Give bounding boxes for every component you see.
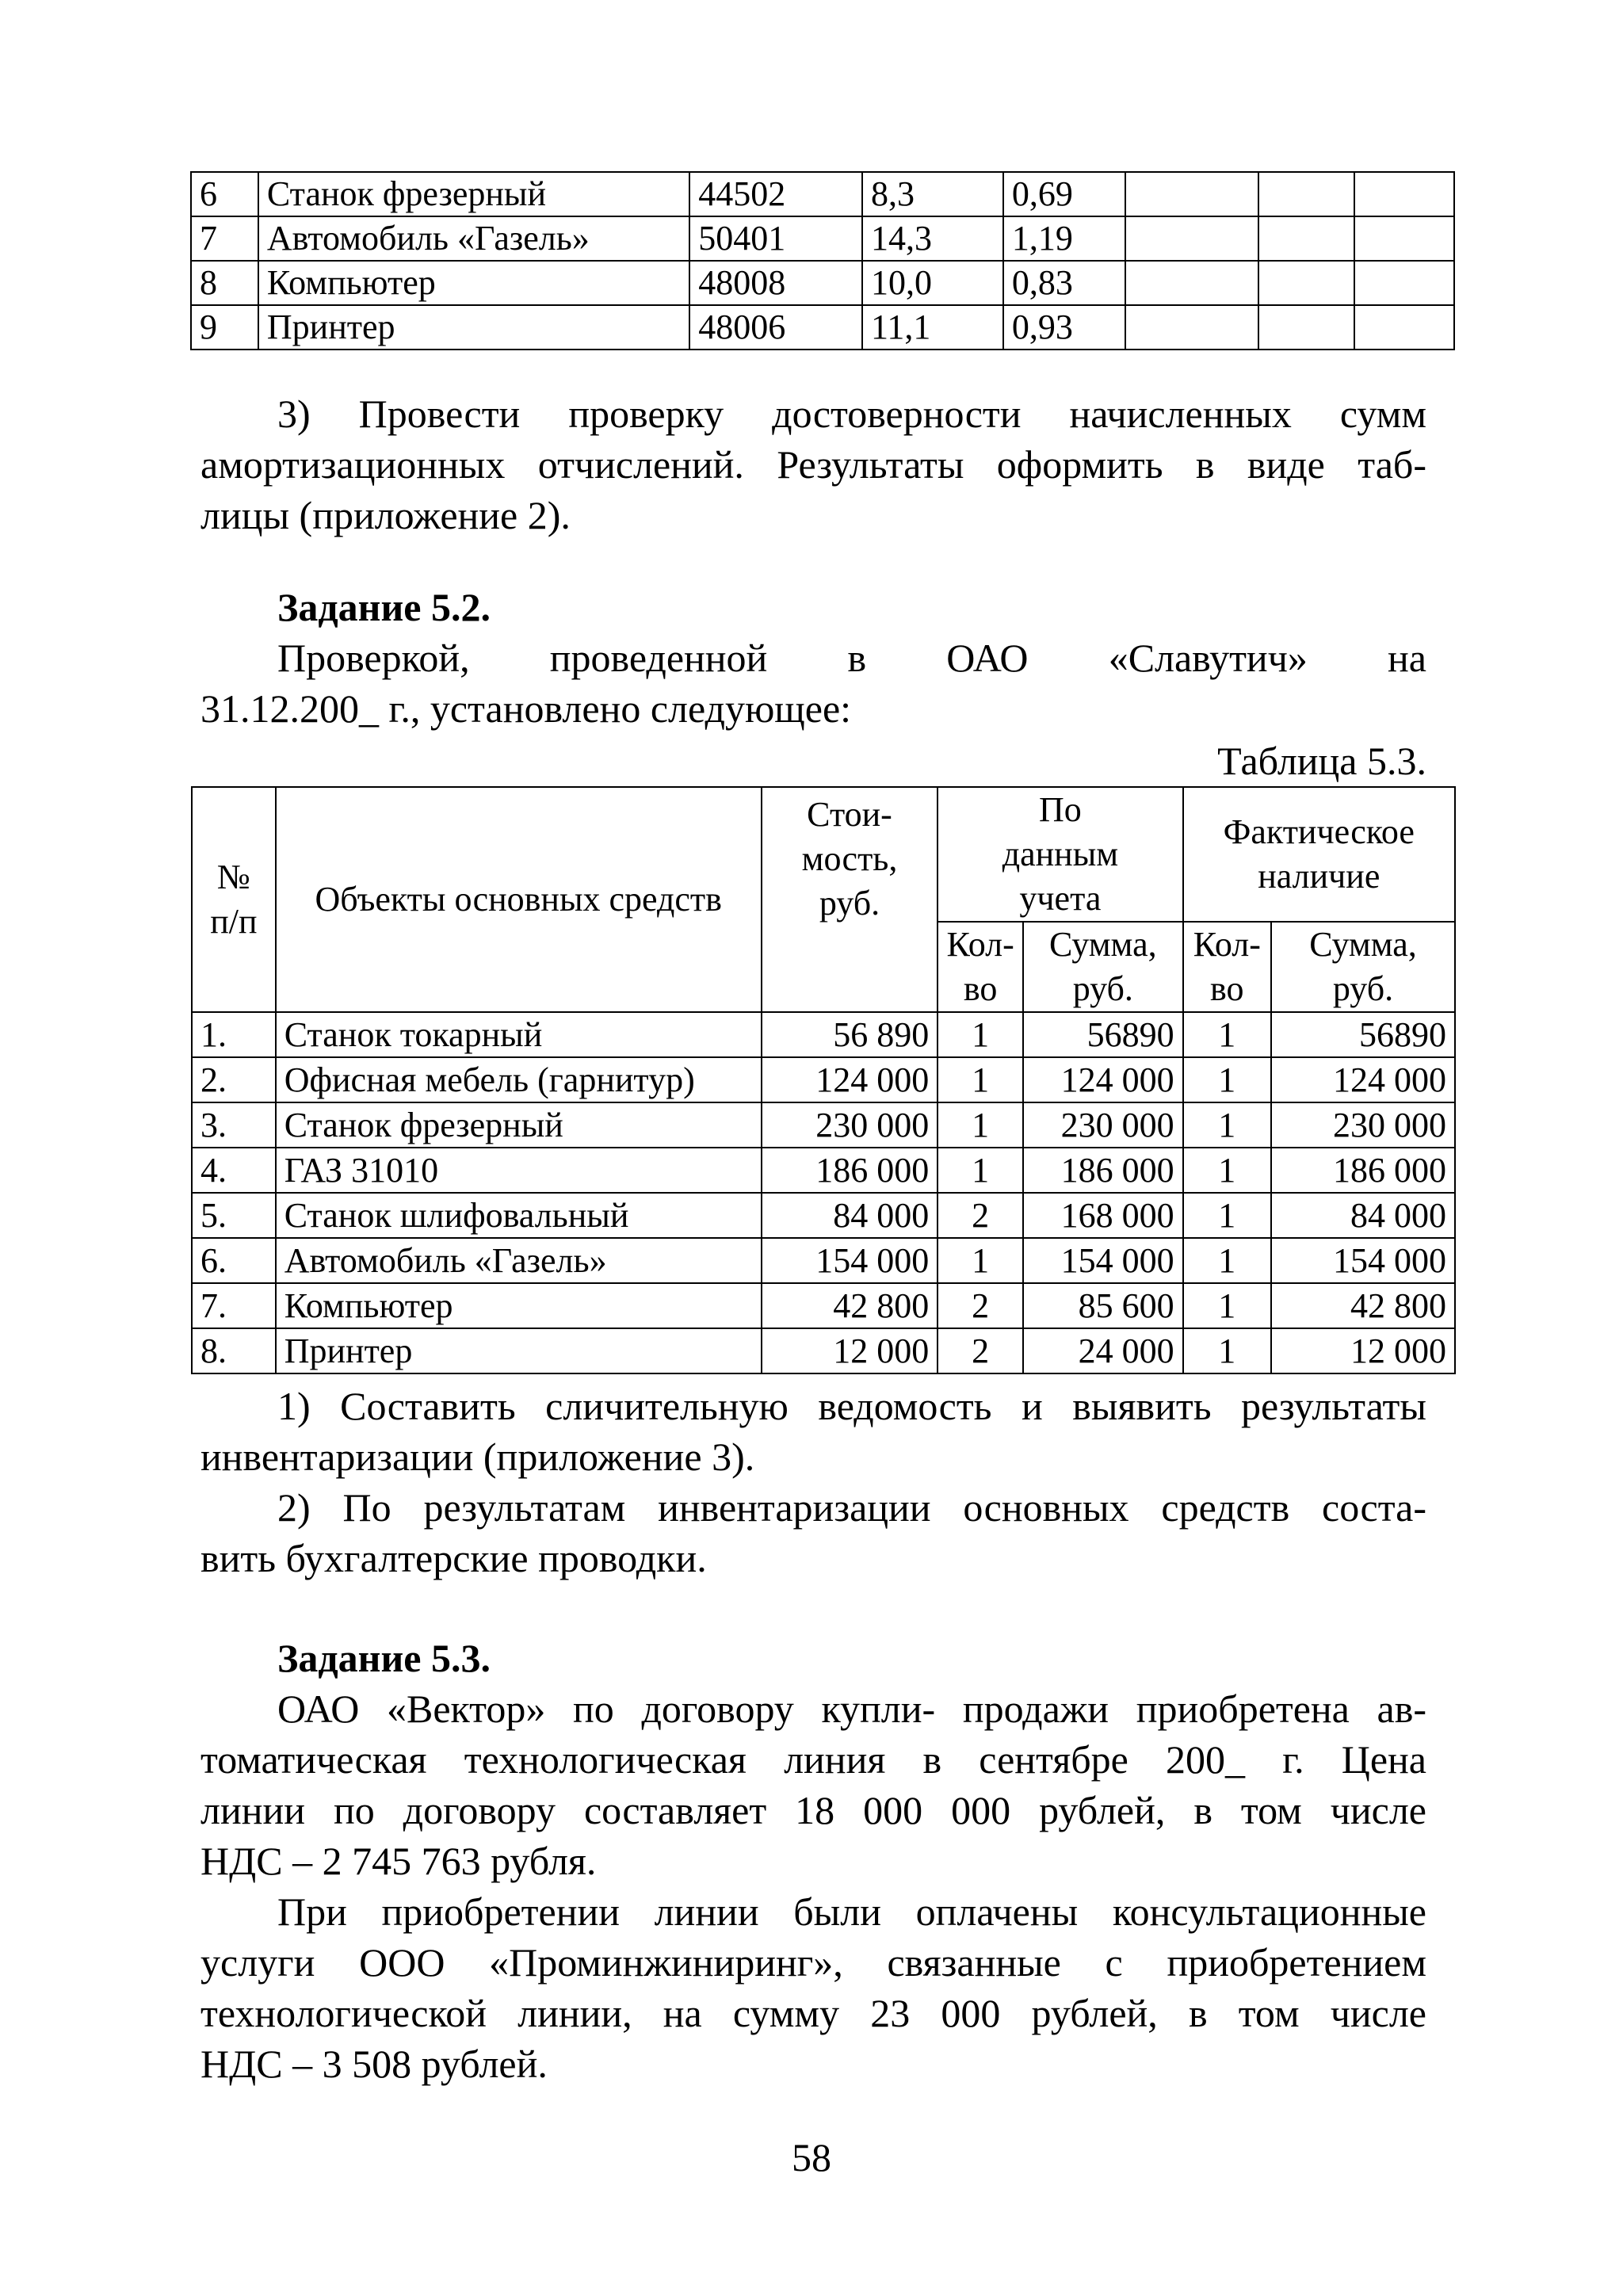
table-row (191, 261, 1454, 305)
task-list-p1-line2: инвентаризации (приложение 3). (200, 1435, 755, 1479)
intro-word: в (847, 636, 867, 680)
check-paragraph-line1: 3) Провести проверку достоверности начисленных сумм (277, 392, 1426, 436)
table-cell: 0,83 (1003, 261, 1125, 305)
table-cell: 186 000 (1271, 1148, 1455, 1193)
table-cell: 11,1 (862, 305, 1003, 350)
intro-word: на (1387, 636, 1426, 680)
table-cell: 1 (1183, 1148, 1271, 1193)
task-5-3-p2-line3: технологической линии, на сумму 23 000 рублей, в том числе (200, 1991, 1426, 2035)
table-cell: Компьютер (276, 1283, 762, 1328)
header-cost: Стои-мость, руб. (762, 787, 938, 1012)
table-cell: 168 000 (1023, 1193, 1183, 1238)
table-cell: 1 (938, 1238, 1023, 1283)
table-cell: 124 000 (1023, 1057, 1183, 1102)
table-cell: 1 (938, 1057, 1023, 1102)
table-caption: Таблица 5.3. (1217, 739, 1426, 783)
table-cell: 154 000 (762, 1238, 938, 1283)
table-cell: 14,3 (862, 216, 1003, 261)
header-sum-accounting: Сумма, руб. (1023, 922, 1183, 1012)
table-cell: 2. (192, 1057, 276, 1102)
header-qty-actual: Кол-во (1183, 922, 1271, 1012)
table-cell (1354, 172, 1454, 216)
table-cell: 56890 (1023, 1012, 1183, 1057)
table-cell: 124 000 (762, 1057, 938, 1102)
table-cell: 85 600 (1023, 1283, 1183, 1328)
task-5-3-p1-line2: томатическая технологическая линия в сентябре 200_ г. Цена (200, 1737, 1426, 1782)
table-cell: 4. (192, 1148, 276, 1193)
table-cell: 6. (192, 1238, 276, 1283)
table-row (192, 1328, 1455, 1373)
table-cell: 84 000 (1271, 1193, 1455, 1238)
table-cell (1125, 261, 1259, 305)
table-cell: 1 (1183, 1238, 1271, 1283)
task-5-3-p2-line4: НДС – 3 508 рублей. (200, 2042, 548, 2086)
table-cell (1258, 172, 1354, 216)
table-cell: 5. (192, 1193, 276, 1238)
table-cell: 186 000 (1023, 1148, 1183, 1193)
table-cell: Принтер (276, 1328, 762, 1373)
task-5-3-p1-line3: линии по договору составляет 18 000 000 рублей, в том числе (200, 1788, 1426, 1832)
table-cell (1258, 216, 1354, 261)
table-cell: 48006 (689, 305, 862, 350)
table-cell: 230 000 (1271, 1102, 1455, 1148)
task-5-3-p2-line2: услуги ООО «Проминжиниринг», связанные с приобретением (200, 1940, 1426, 1985)
header-object: Объекты основных средств (276, 787, 762, 1012)
table-cell: 1 (938, 1102, 1023, 1148)
table-cell: 1,19 (1003, 216, 1125, 261)
table-cell: 1 (938, 1148, 1023, 1193)
table-cell: 50401 (689, 216, 862, 261)
table-cell: Автомобиль «Газель» (276, 1238, 762, 1283)
task-list-p2-line2: вить бухгалтерские проводки. (200, 1536, 707, 1580)
intro-word: «Славутич» (1108, 636, 1308, 680)
table-cell (1258, 261, 1354, 305)
table-cell: 154 000 (1023, 1238, 1183, 1283)
depreciation-table (190, 171, 1455, 350)
header-qty-accounting: Кол-во (938, 922, 1023, 1012)
task-5-3-p2-line1: При приобретении линии были оплачены консультационные (277, 1889, 1426, 1934)
table-row (191, 305, 1454, 350)
table-cell: 6 (191, 172, 258, 216)
table-cell: 124 000 (1271, 1057, 1455, 1102)
table-cell: 44502 (689, 172, 862, 216)
table-cell: 10,0 (862, 261, 1003, 305)
table-cell: 7. (192, 1283, 276, 1328)
table-cell: 48008 (689, 261, 862, 305)
table-cell: 2 (938, 1193, 1023, 1238)
header-sum-actual: Сумма, руб. (1271, 922, 1455, 1012)
intro-word: проведенной (549, 636, 768, 680)
table-cell: Компьютер (258, 261, 689, 305)
table-cell: 2 (938, 1328, 1023, 1373)
table-cell: Станок фрезерный (276, 1102, 762, 1148)
task-list-p1-line1: 1) Составить сличительную ведомость и выявить результаты (277, 1384, 1426, 1428)
check-paragraph-line3: лицы (приложение 2). (200, 493, 571, 537)
table-cell (1354, 216, 1454, 261)
table-cell (1125, 216, 1259, 261)
table-cell: 1 (1183, 1193, 1271, 1238)
table-cell: Автомобиль «Газель» (258, 216, 689, 261)
table-row (192, 1012, 1455, 1057)
task-5-2-intro-line1 (277, 632, 1426, 683)
table-cell (1125, 305, 1259, 350)
table-row (191, 172, 1454, 216)
table-cell (1258, 305, 1354, 350)
table-cell: 1. (192, 1012, 276, 1057)
table-row (192, 1102, 1455, 1148)
table-cell: 56890 (1271, 1012, 1455, 1057)
table-row (192, 1193, 1455, 1238)
inventory-table (191, 786, 1456, 1374)
page-number: 58 (792, 2135, 831, 2179)
table-cell: 42 800 (1271, 1283, 1455, 1328)
table-cell (1125, 172, 1259, 216)
table-row (192, 1283, 1455, 1328)
intro-word: ОАО (946, 636, 1029, 680)
table-cell: 2 (938, 1283, 1023, 1328)
table-cell: 8,3 (862, 172, 1003, 216)
table-row (192, 1238, 1455, 1283)
table-cell: 42 800 (762, 1283, 938, 1328)
table-cell: 230 000 (1023, 1102, 1183, 1148)
table-row (192, 1148, 1455, 1193)
table-row (192, 1057, 1455, 1102)
task-5-2-heading: Задание 5.2. (277, 585, 491, 629)
table-cell: Станок шлифовальный (276, 1193, 762, 1238)
intro-word: Проверкой, (277, 636, 470, 680)
table-cell: 56 890 (762, 1012, 938, 1057)
table-cell: 1 (938, 1012, 1023, 1057)
table-cell: ГАЗ 31010 (276, 1148, 762, 1193)
task-5-3-p1-line1: ОАО «Вектор» по договору купли- продажи приобретена ав- (277, 1687, 1426, 1731)
table-cell: 1 (1183, 1012, 1271, 1057)
table-cell: 8 (191, 261, 258, 305)
table-cell: 1 (1183, 1102, 1271, 1148)
table-cell: 1 (1183, 1328, 1271, 1373)
task-5-3-p1-line4: НДС – 2 745 763 рубля. (200, 1839, 597, 1883)
table-cell: 84 000 (762, 1193, 938, 1238)
table-cell: 9 (191, 305, 258, 350)
table-cell: 12 000 (762, 1328, 938, 1373)
table-cell: 1 (1183, 1057, 1271, 1102)
table-cell: 0,69 (1003, 172, 1125, 216)
table-cell: 8. (192, 1328, 276, 1373)
table-cell: Принтер (258, 305, 689, 350)
task-5-3-heading: Задание 5.3. (277, 1636, 491, 1680)
table-cell: Станок токарный (276, 1012, 762, 1057)
task-5-2-intro-line2: 31.12.200_ г., установлено следующее: (200, 686, 852, 731)
table-cell (1354, 305, 1454, 350)
table-cell: 7 (191, 216, 258, 261)
check-paragraph-line2: амортизационных отчислений. Результаты оформить в виде таб- (200, 442, 1426, 487)
table-cell (1354, 261, 1454, 305)
table-cell: 230 000 (762, 1102, 938, 1148)
header-num: № п/п (192, 787, 276, 1012)
table-cell: 24 000 (1023, 1328, 1183, 1373)
header-accounting: По данным учета (938, 787, 1182, 922)
header-actual: Фактическое наличие (1183, 787, 1455, 922)
table-cell: 1 (1183, 1283, 1271, 1328)
table-cell: 12 000 (1271, 1328, 1455, 1373)
table-cell: Станок фрезерный (258, 172, 689, 216)
table-row (191, 216, 1454, 261)
table-cell: 0,93 (1003, 305, 1125, 350)
table-cell: 3. (192, 1102, 276, 1148)
table-cell: Офисная мебель (гарнитур) (276, 1057, 762, 1102)
task-list-p2-line1: 2) По результатам инвентаризации основных средств соста- (277, 1485, 1426, 1530)
table-cell: 186 000 (762, 1148, 938, 1193)
table-cell: 154 000 (1271, 1238, 1455, 1283)
